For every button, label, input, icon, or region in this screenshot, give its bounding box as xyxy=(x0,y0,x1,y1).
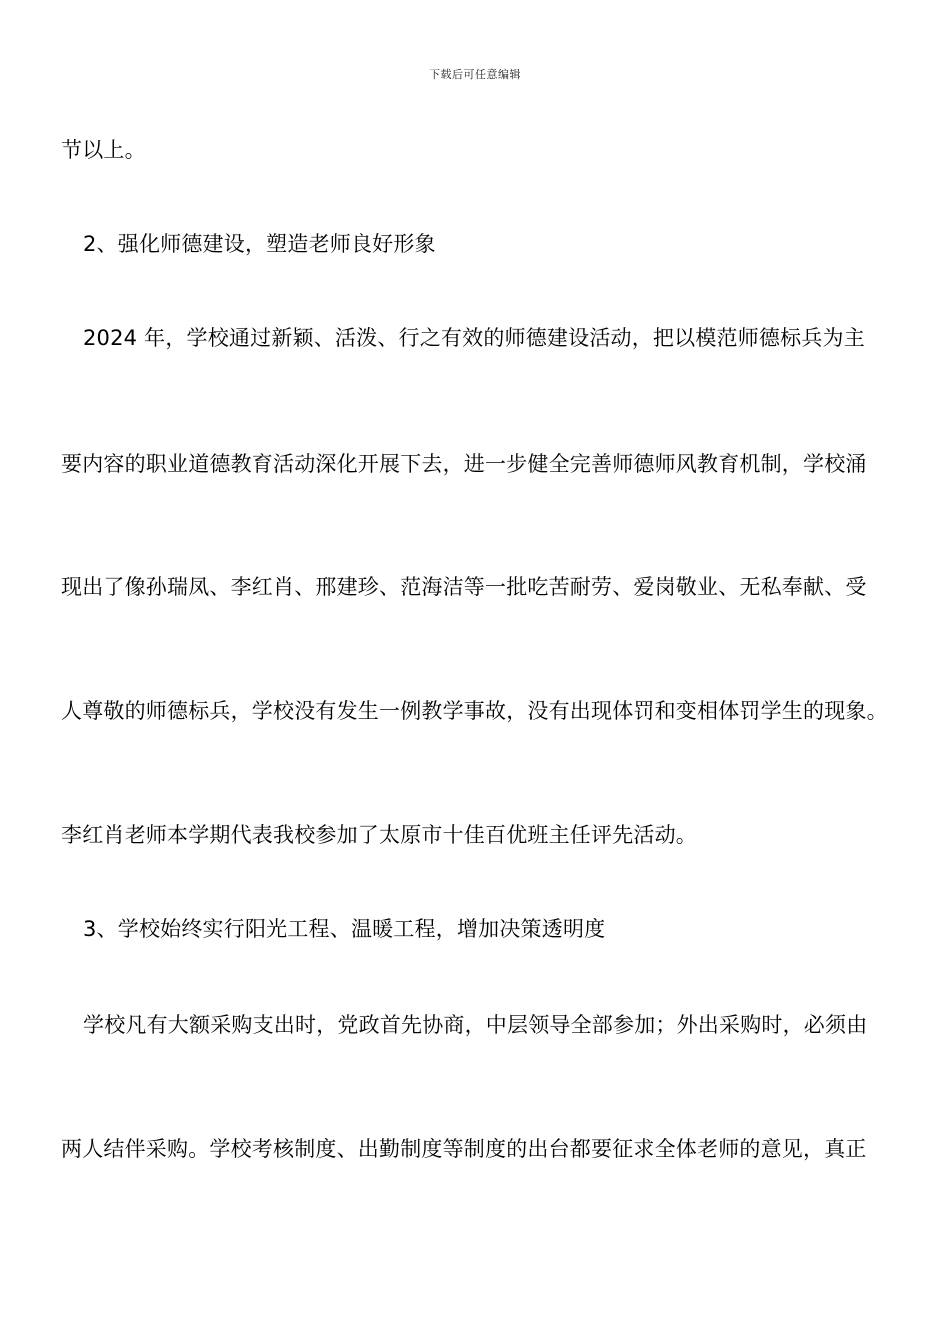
text-line: 两人结伴采购。学校考核制度、出勤制度等制度的出台都要征求全体老师的意见，真正 xyxy=(61,1137,867,1161)
page-header: 下载后可任意编辑 xyxy=(429,68,521,81)
text-line: 要内容的职业道德教育活动深化开展下去，进一步健全完善师德师风教育机制，学校涌 xyxy=(61,452,867,476)
text-line: 人尊敬的师德标兵，学校没有发生一例教学事故，没有出现体罚和变相体罚学生的现象。 xyxy=(61,699,888,723)
text-line: 现出了像孙瑞凤、李红肖、邢建珍、范海洁等一批吃苦耐劳、爱岗敬业、无私奉献、受 xyxy=(61,575,867,599)
text-line: 学校凡有大额采购支出时，党政首先协商，中层领导全部参加；外出采购时，必须由 xyxy=(83,1013,868,1037)
section-heading: 2、强化师德建设，塑造老师良好形象 xyxy=(83,232,436,256)
text-line: 李红肖老师本学期代表我校参加了太原市十佳百优班主任评先活动。 xyxy=(61,823,697,847)
text-line: 节以上。 xyxy=(61,138,146,162)
text-line: 2024 年，学校通过新颖、活泼、行之有效的师德建设活动，把以模范师德标兵为主 xyxy=(83,326,865,350)
section-heading: 3、学校始终实行阳光工程、温暖工程，增加决策透明度 xyxy=(83,917,606,941)
